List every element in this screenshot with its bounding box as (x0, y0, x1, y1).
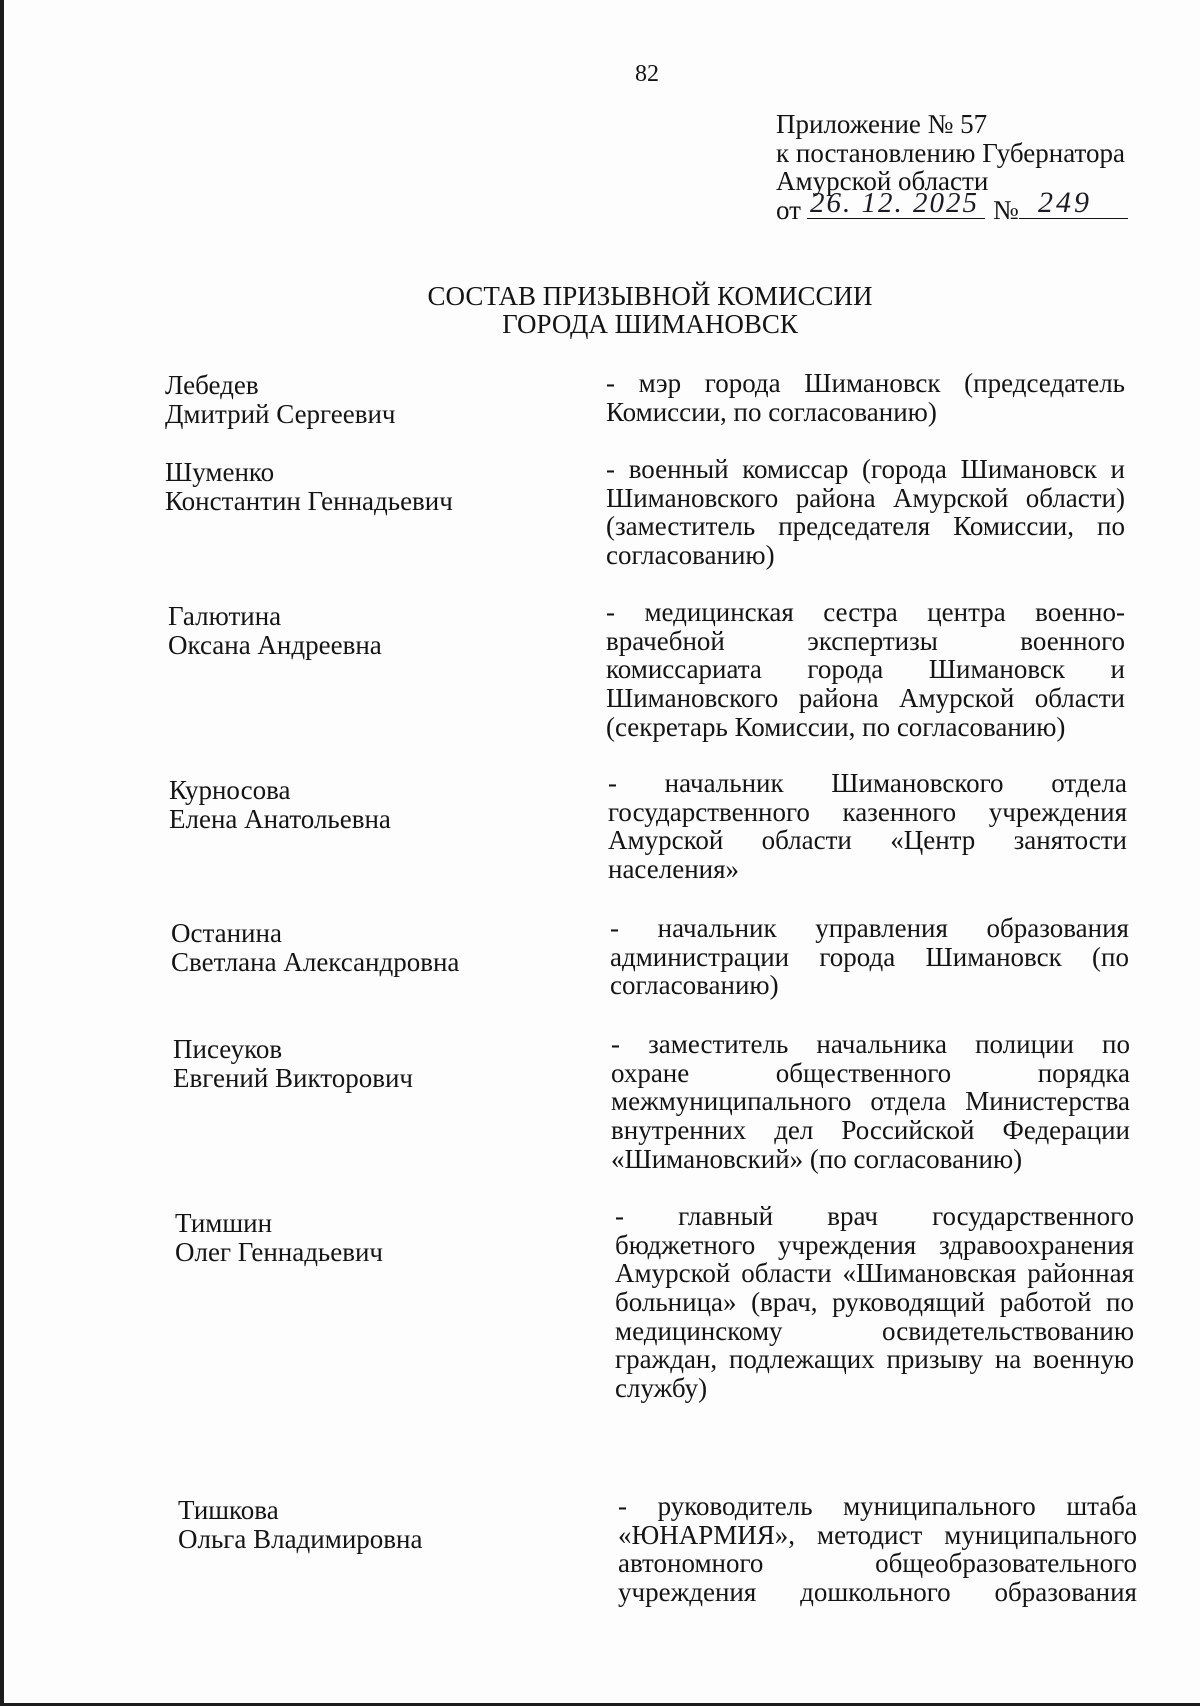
position-word: (врач, (751, 1287, 818, 1318)
position-word: области (761, 825, 852, 856)
position-word: освидетельствованию (882, 1315, 1134, 1346)
position-word: военную (1033, 1344, 1134, 1375)
position-line (615, 1288, 1134, 1317)
member-given-names: Константин Геннадьевич (165, 485, 453, 516)
position-line (608, 798, 1127, 827)
position-word: Шимановского (831, 768, 1004, 798)
position-word: районная (1027, 1258, 1134, 1289)
position-word: муниципального (944, 1519, 1137, 1550)
appendix-line-title: Приложение № 57 (776, 109, 988, 139)
member-fio (165, 458, 453, 515)
position-word: (города (862, 454, 947, 484)
position-word: призыву (886, 1344, 984, 1375)
position-word: бюджетного (615, 1229, 756, 1260)
position-line: «Шимановский» (по согласованию) (611, 1143, 1023, 1174)
position-word: охране (611, 1057, 690, 1088)
position-word: отдела (870, 1086, 947, 1117)
position-line: службу) (615, 1373, 708, 1404)
document-title (350, 282, 950, 338)
position-word: области) (1025, 482, 1125, 513)
position-word: области (1034, 683, 1125, 714)
position-line (606, 369, 1125, 398)
position-word: работой (999, 1287, 1092, 1318)
position-word: Российской (841, 1115, 975, 1146)
position-word: учреждения (988, 796, 1127, 827)
position-line (606, 484, 1125, 513)
position-line (618, 1549, 1137, 1578)
position-line: (секретарь Комиссии, по согласованию) (606, 711, 1066, 742)
position-word: (заместитель (606, 511, 756, 542)
position-line (610, 943, 1129, 972)
position-line (615, 1345, 1134, 1374)
member-surname: Тишкова (178, 1495, 279, 1525)
position-line: населения» (608, 854, 740, 885)
position-word: - (611, 1029, 620, 1059)
position-word: - (606, 597, 615, 627)
position-word: здравоохранения (938, 1229, 1134, 1260)
scan-edge-left (0, 0, 4, 1706)
position-line (611, 1059, 1130, 1088)
position-word: занятости (1013, 825, 1127, 856)
position-word: внутренних (611, 1115, 747, 1146)
member-fio (165, 371, 396, 428)
member-position (606, 598, 1125, 741)
position-word: (председатель (964, 368, 1125, 398)
position-word: государственного (608, 796, 810, 827)
position-word: начальника (816, 1029, 947, 1059)
position-word: по (1097, 511, 1125, 542)
member-given-names: Ольга Владимировна (178, 1523, 423, 1554)
member-given-names: Евгений Викторович (173, 1062, 413, 1093)
position-word: порядка (1037, 1057, 1130, 1088)
position-line (606, 627, 1125, 656)
position-word: - (610, 913, 619, 943)
position-line (611, 1116, 1130, 1145)
position-word: района (795, 482, 876, 513)
position-word: муниципального (843, 1491, 1036, 1521)
position-word: руководитель (657, 1491, 813, 1521)
member-surname: Писеуков (173, 1034, 283, 1064)
position-word: города (704, 368, 781, 398)
position-word: комиссариата (606, 654, 762, 685)
position-line (611, 1087, 1130, 1116)
position-word: по (1106, 1287, 1134, 1318)
position-word: Шимановского (606, 482, 779, 513)
member-fio (171, 919, 459, 976)
member-surname: Лебедев (165, 370, 259, 400)
position-word: «Шимановская (842, 1258, 1017, 1289)
position-word: заместитель (648, 1029, 789, 1059)
member-position (606, 369, 1125, 426)
position-line (610, 914, 1129, 943)
position-word: города (807, 654, 884, 685)
position-word: Министерства (965, 1086, 1130, 1117)
position-word: Шимановского (606, 683, 779, 714)
position-word: начальник (664, 768, 784, 798)
position-word: области (741, 1258, 832, 1289)
position-word: государственного (932, 1201, 1134, 1231)
position-word: подлежащих (728, 1344, 875, 1375)
member-fio (175, 1209, 383, 1266)
position-word: Амурской (893, 482, 1009, 513)
position-word: граждан, (615, 1344, 718, 1375)
position-word: учреждения (618, 1577, 757, 1608)
position-word: руководящий (832, 1287, 986, 1318)
position-word: Амурской (608, 825, 724, 856)
position-line (618, 1492, 1137, 1521)
position-line (606, 655, 1125, 684)
position-word: Амурской (615, 1258, 731, 1289)
position-word: медицинскому (615, 1315, 783, 1346)
position-word: комиссар (742, 454, 849, 484)
position-word: «ЮНАРМИЯ», (618, 1519, 796, 1550)
position-word: медицинская (644, 597, 794, 627)
position-word: сестра (823, 597, 898, 627)
position-line (606, 512, 1125, 541)
position-word: Шимановск (925, 941, 1062, 972)
position-word: военно- (1035, 597, 1125, 627)
position-word: методист (817, 1519, 923, 1550)
member-given-names: Елена Анатольевна (169, 803, 391, 834)
position-word: - (608, 768, 617, 798)
member-given-names: Дмитрий Сергеевич (165, 398, 396, 429)
position-word: Шимановск (804, 368, 941, 398)
member-surname: Курносова (169, 775, 291, 805)
position-line (615, 1317, 1134, 1346)
position-word: начальник (657, 913, 777, 943)
position-word: больница» (615, 1287, 737, 1318)
position-word: военного (1020, 625, 1125, 656)
position-word: общественного (775, 1057, 952, 1088)
position-line: согласованию) (610, 970, 779, 1001)
position-line (606, 455, 1125, 484)
position-line (608, 769, 1127, 798)
member-position (611, 1030, 1130, 1173)
position-word: дел (774, 1115, 814, 1146)
position-word: Шимановск (928, 654, 1066, 685)
appendix-header (776, 110, 1136, 230)
position-word: - (618, 1491, 627, 1521)
position-word: и (1110, 454, 1125, 484)
position-line (615, 1202, 1134, 1231)
position-word: по (1102, 1029, 1130, 1059)
position-word: дошкольного (800, 1577, 951, 1608)
position-word: военный (628, 454, 729, 484)
position-line (618, 1521, 1137, 1550)
position-word: председателя (778, 511, 931, 542)
member-given-names: Олег Геннадьевич (175, 1236, 384, 1267)
member-surname: Тимшин (175, 1208, 273, 1238)
position-word: - (615, 1201, 624, 1231)
position-line (606, 684, 1125, 713)
appendix-line-region: Амурской области (776, 166, 989, 196)
member-position (608, 769, 1127, 884)
member-fio (178, 1496, 422, 1553)
member-given-names: Светлана Александровна (171, 946, 460, 977)
position-word: и (1110, 654, 1125, 685)
position-word: - (606, 454, 615, 484)
member-position (610, 914, 1129, 1000)
position-word: Федерации (1002, 1115, 1130, 1146)
position-line: согласованию) (606, 540, 775, 571)
page-number: 82 (635, 61, 659, 87)
member-surname: Останина (171, 918, 282, 948)
position-word: управления (815, 913, 948, 943)
member-fio (169, 776, 391, 833)
position-word: Комиссии, (953, 511, 1074, 542)
position-word: экспертизы (807, 625, 938, 656)
position-line (618, 1578, 1137, 1607)
member-surname: Галютина (168, 601, 282, 631)
title-line: ГОРОДА ШИМАНОВСК (502, 309, 798, 339)
position-word: полиции (975, 1029, 1074, 1059)
position-word: учреждения (777, 1229, 917, 1260)
date-prefix: от (776, 194, 801, 225)
position-word: на (994, 1344, 1022, 1375)
member-position (606, 455, 1125, 570)
position-word: района (798, 683, 879, 714)
position-word: автономного (618, 1548, 764, 1579)
position-line: Комиссии, по согласованию) (606, 396, 937, 427)
position-word: отдела (1051, 768, 1127, 798)
handwritten-date: 26. 12. 2025 (810, 187, 979, 219)
member-given-names: Оксана Андреевна (168, 629, 382, 660)
position-word: главный (678, 1201, 774, 1231)
member-position (618, 1492, 1137, 1607)
position-line (606, 598, 1125, 627)
position-word: мэр (638, 368, 682, 398)
position-word: Шимановск (960, 454, 1097, 484)
position-word: межмуниципального (611, 1086, 852, 1117)
appendix-line-resolution: к постановлению Губернатора (776, 137, 1125, 168)
member-surname: Шуменко (165, 457, 275, 487)
member-fio (168, 602, 382, 659)
position-word: врачебной (606, 625, 725, 656)
member-fio (173, 1035, 413, 1092)
position-line (611, 1030, 1130, 1059)
position-word: образования (986, 913, 1129, 943)
position-line (615, 1231, 1134, 1260)
title-line: СОСТАВ ПРИЗЫВНОЙ КОМИССИИ (427, 281, 873, 311)
position-word: - (606, 368, 615, 398)
position-word: врач (827, 1201, 878, 1231)
position-word: общеобразовательного (875, 1548, 1137, 1579)
position-word: города (819, 941, 896, 972)
number-sign: № (993, 194, 1019, 225)
position-word: администрации (610, 941, 790, 972)
position-word: казенного (842, 796, 957, 827)
position-word: образования (994, 1577, 1137, 1608)
position-word: штаба (1066, 1491, 1137, 1521)
position-word: «Центр (890, 825, 976, 856)
position-line (615, 1259, 1134, 1288)
member-position (615, 1202, 1134, 1403)
position-word: центра (927, 597, 1006, 627)
position-line (608, 826, 1127, 855)
position-word: Амурской (899, 683, 1015, 714)
handwritten-number: 249 (1038, 186, 1092, 219)
position-word: (по (1092, 941, 1129, 972)
